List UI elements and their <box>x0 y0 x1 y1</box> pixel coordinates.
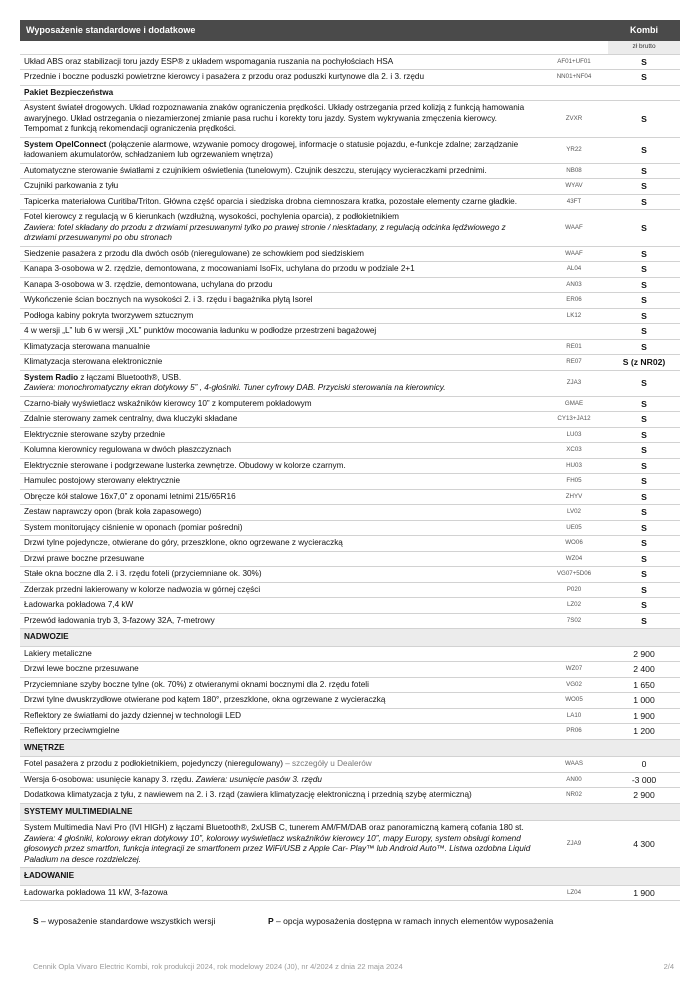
item-name: System Radio <box>24 372 79 382</box>
item-text: Kolumna kierownicy regulowana w dwóch płaszczyznach <box>24 445 232 454</box>
option-code: 43FT <box>540 194 608 210</box>
price-value: 2 900 <box>608 646 680 662</box>
table-row <box>20 693 680 709</box>
table-row <box>20 613 680 629</box>
item-description <box>20 693 540 709</box>
item-text: 4 w wersji „L” lub 6 w wersji „XL” punktów mocowania ładunku w podłodze przestrzeni bagażowej <box>24 326 377 335</box>
option-code: LV02 <box>540 505 608 521</box>
item-text: Czujniki parkowania z tyłu <box>24 181 119 190</box>
option-code: AL04 <box>540 262 608 278</box>
table-row <box>20 772 680 788</box>
item-text: Ładowarka pokładowa 11 kW, 3-fazowa <box>24 887 168 897</box>
item-description <box>20 677 540 693</box>
table-row <box>20 396 680 412</box>
footer-text: Cennik Opla Vivaro Electric Kombi, rok produkcji 2024, rok modelowy 2024 (J0), nr 4/2024 z dnia 22 maja 2024 <box>33 962 403 971</box>
item-text: Wykończenie ścian bocznych na wysokości 2. i 3. rzędu i bagażnika płytą Isorel <box>24 295 313 304</box>
availability-value: S <box>608 163 680 179</box>
option-code: WO06 <box>540 536 608 552</box>
item-description <box>20 788 540 804</box>
availability-value: S <box>608 427 680 443</box>
table-row <box>20 137 680 163</box>
option-code: AF01+UF01 <box>540 54 608 70</box>
item-text: Układ ABS oraz stabilizacji toru jazdy ESP® z układem wspomagania ruszania na pochyłościach HSA <box>24 56 394 66</box>
price-value: 2 900 <box>608 788 680 804</box>
table-header <box>20 20 680 41</box>
item-description <box>20 101 540 138</box>
item-description <box>20 396 540 412</box>
option-code: ZJA9 <box>540 821 608 868</box>
item-text: Klimatyzacja sterowana elektronicznie <box>24 357 163 366</box>
availability-value: S <box>608 370 680 396</box>
table-row <box>20 520 680 536</box>
option-code: WZ07 <box>540 662 608 678</box>
availability-value: S <box>608 194 680 210</box>
option-code: AN00 <box>540 772 608 788</box>
table-row <box>20 677 680 693</box>
item-name: System OpelConnect <box>24 139 107 149</box>
item-description <box>20 355 540 371</box>
availability-value: S <box>608 567 680 583</box>
item-description <box>20 458 540 474</box>
availability-value: S <box>608 293 680 309</box>
item-text: Przewód ładowania tryb 3, 3-fazowy 32A, 7-metrowy <box>24 615 215 625</box>
table-row <box>20 277 680 293</box>
group-header <box>20 85 680 101</box>
item-description <box>20 54 540 70</box>
section-title: NADWOZIE <box>20 629 680 647</box>
item-text: Tapicerka materiałowa Curitiba/Triton. Główna część oparcia i siedziska drobna ciemnoszara kratka, pozostałe elementy czarne gładkie. <box>24 196 517 206</box>
availability-value: S <box>608 277 680 293</box>
price-value: 4 300 <box>608 821 680 868</box>
availability-value: S <box>608 324 680 340</box>
item-description <box>20 567 540 583</box>
item-text: Klimatyzacja sterowana manualnie <box>24 341 151 351</box>
table-row <box>20 724 680 740</box>
availability-value: S <box>608 70 680 86</box>
table-row <box>20 505 680 521</box>
item-description <box>20 137 540 163</box>
table-row <box>20 662 680 678</box>
item-text: Reflektory przeciwmgielne <box>24 726 120 735</box>
availability-value: S <box>608 262 680 278</box>
table-title: Wyposażenie standardowe i dodatkowe <box>20 20 608 41</box>
table-row <box>20 646 680 662</box>
item-description <box>20 339 540 355</box>
price-value: 0 <box>608 757 680 773</box>
table-row <box>20 536 680 552</box>
table-row <box>20 246 680 262</box>
item-description <box>20 163 540 179</box>
item-text: Dodatkowa klimatyzacja z tyłu, z nawiewem na 2. i 3. rząd (zawiera klimatyzację elektroniczną i przednią szybę atermiczną) <box>24 790 472 799</box>
item-text: System Multimedia Navi Pro (IVI HIGH) z łączami Bluetooth®, 2xUSB C, tunerem AM/FM/DAB oraz panoramiczną kamerą cofania 180 st. <box>24 823 524 832</box>
table-row <box>20 551 680 567</box>
option-code: NB08 <box>540 163 608 179</box>
option-code: LA10 <box>540 708 608 724</box>
option-code: LZ04 <box>540 885 608 901</box>
option-code: UE05 <box>540 520 608 536</box>
availability-value: S <box>608 520 680 536</box>
section-title: SYSTEMY MULTIMEDIALNE <box>20 803 680 821</box>
item-text: Obręcze kół stalowe 16x7,0” z oponami letnimi 215/65R16 <box>24 491 236 501</box>
section-header <box>20 868 680 886</box>
option-code: NN01+NF04 <box>540 70 608 86</box>
item-text: Asystent świateł drogowych. Układ rozpoznawania znaków ograniczenia prędkości. Układy ostrzegania przed kolizją z funkcją hamowania awaryjnego. Układ ostrzegania o niezamierzonej zmianie pasa ruchu i korekty toru jazdy. System wykrywania zmęczenia kierowcy. Tempomat z funkcją rekomendacji ograniczenia prędkości. <box>24 103 525 133</box>
option-code: RE01 <box>540 339 608 355</box>
option-code: HU03 <box>540 458 608 474</box>
availability-value: S <box>608 137 680 163</box>
option-code: WAAS <box>540 757 608 773</box>
table-row <box>20 598 680 614</box>
table-row <box>20 757 680 773</box>
item-text: Wersja 6-osobowa: usunięcie kanapy 3. rzędu. <box>24 774 194 784</box>
item-text: System monitorujący ciśnienie w oponach (pomiar pośredni) <box>24 522 243 532</box>
item-text: Czarno-biały wyświetlacz wskaźników kierowcy 10” z komputerem pokładowym <box>24 398 312 408</box>
item-description <box>20 598 540 614</box>
item-text: Elektrycznie sterowane i podgrzewane lusterka zewnętrze. Obudowy w kolorze czarnym. <box>24 460 346 470</box>
item-description <box>20 821 540 868</box>
item-description <box>20 70 540 86</box>
table-row <box>20 582 680 598</box>
table-row <box>20 567 680 583</box>
item-text: Przyciemniane szyby boczne tylne (ok. 70%) z otwieranymi oknami bocznymi dla 2. rzędu foteli <box>24 679 369 689</box>
item-description <box>20 370 540 396</box>
table-row <box>20 489 680 505</box>
table-row <box>20 163 680 179</box>
item-description <box>20 210 540 247</box>
item-description <box>20 443 540 459</box>
availability-value: S <box>608 210 680 247</box>
item-description <box>20 536 540 552</box>
unit-label: zł brutto <box>608 41 680 54</box>
price-value: 1 900 <box>608 708 680 724</box>
item-contents: Zawiera: 4 głośniki, kolorowy ekran dotykowy 10”, kolorowy wyświetlacz wskaźników kierowcy 10”, mapy Europy, system obsługi komend głosowych przez smartfon, funkcja integracji ze smartfonem przez WiFi/USB z Apple Car- Play™ lub Android Auto™. Listwa ozdobna Liquid Paladium na desce rozdzielczej. <box>24 833 531 864</box>
item-text: Kanapa 3-osobowa w 2. rzędzie, demontowana, z mocowaniami IsoFix, uchylana do przodu w podziale 2+1 <box>24 264 415 273</box>
availability-value: S <box>608 551 680 567</box>
availability-value: S <box>608 246 680 262</box>
item-text: Zdalnie sterowany zamek centralny, dwa kluczyki składane <box>24 414 238 423</box>
item-text: Zestaw naprawczy opon (brak koła zapasowego) <box>24 507 202 516</box>
table-row <box>20 194 680 210</box>
item-text: Drzwi prawe boczne przesuwane <box>24 553 145 563</box>
table-row <box>20 474 680 490</box>
availability-value: S <box>608 101 680 138</box>
item-description <box>20 246 540 262</box>
item-description <box>20 194 540 210</box>
table-row <box>20 708 680 724</box>
table-row <box>20 788 680 804</box>
item-description <box>20 757 540 773</box>
option-code: PR06 <box>540 724 608 740</box>
section-header <box>20 803 680 821</box>
option-code: LU03 <box>540 427 608 443</box>
group-title: Pakiet Bezpieczeństwa <box>20 85 680 101</box>
option-code: FH05 <box>540 474 608 490</box>
item-description <box>20 505 540 521</box>
table-row <box>20 101 680 138</box>
option-code: 7S02 <box>540 613 608 629</box>
item-text: Fotel pasażera z przodu z podłokietnikiem, pojedynczy (nieregulowany) <box>24 759 283 768</box>
table-row <box>20 262 680 278</box>
availability-value: S (z NR02) <box>608 355 680 371</box>
option-code: YR22 <box>540 137 608 163</box>
legend-s: S – wyposażenie standardowe wszystkich wersji <box>33 916 216 926</box>
item-text: Drzwi tylne pojedyncze, otwierane do góry, przeszklone, okno ogrzewane z wycieraczką <box>24 538 343 547</box>
option-code: WAAF <box>540 210 608 247</box>
item-description <box>20 520 540 536</box>
availability-value: S <box>608 54 680 70</box>
item-text: Automatyczne sterowanie światłami z czujnikiem oświetlenia (tunelowym). Czujnik deszczu, sterujący wycieraczkami przednimi. <box>24 165 487 175</box>
price-value: 1 650 <box>608 677 680 693</box>
section-title: ŁADOWANIE <box>20 868 680 886</box>
option-code: GMAE <box>540 396 608 412</box>
item-description <box>20 262 540 278</box>
option-code: ZVXR <box>540 101 608 138</box>
option-code: WYAV <box>540 179 608 195</box>
option-code <box>540 324 608 340</box>
price-value: 1 200 <box>608 724 680 740</box>
item-text: Hamulec postojowy sterowany elektrycznie <box>24 476 181 485</box>
availability-value: S <box>608 412 680 428</box>
item-contents: Zawiera: monochromatyczny ekran dotykowy 5” , 4-głośniki. Tuner cyfrowy DAB. Przyciski sterowania na kierownicy. <box>24 383 446 392</box>
item-text: Drzwi tylne dwuskrzydłowe otwierane pod kątem 180°, przeszklone, okna ogrzewane z wycieraczką <box>24 695 386 704</box>
item-description <box>20 308 540 324</box>
page-number: 2/4 <box>663 962 674 971</box>
option-code: NR02 <box>540 788 608 804</box>
item-text: Zderzak przedni lakierowany w kolorze nadwozia w górnej części <box>24 584 261 594</box>
price-sheet <box>20 20 680 901</box>
option-code: P020 <box>540 582 608 598</box>
item-description <box>20 489 540 505</box>
table-row <box>20 821 680 868</box>
table-row <box>20 885 680 901</box>
availability-value: S <box>608 396 680 412</box>
unit-row <box>20 41 680 54</box>
option-code: ZHYV <box>540 489 608 505</box>
item-description <box>20 277 540 293</box>
table-row <box>20 355 680 371</box>
availability-value: S <box>608 179 680 195</box>
item-description <box>20 551 540 567</box>
item-description <box>20 772 540 788</box>
availability-value: S <box>608 474 680 490</box>
table-row <box>20 412 680 428</box>
item-description <box>20 324 540 340</box>
equipment-table <box>20 20 680 901</box>
item-text: Stałe okna boczne dla 2. i 3. rzędu foteli (przyciemniane ok. 30%) <box>24 569 262 578</box>
item-text: Elektrycznie sterowane szyby przednie <box>24 429 166 439</box>
option-code: WAAF <box>540 246 608 262</box>
price-value: 1 000 <box>608 693 680 709</box>
price-value: 1 900 <box>608 885 680 901</box>
table-row <box>20 54 680 70</box>
availability-value: S <box>608 458 680 474</box>
table-row <box>20 210 680 247</box>
item-text: Siedzenie pasażera z przodu dla dwóch osób (nieregulowane) ze schowkiem pod siedziskiem <box>24 248 364 258</box>
item-description <box>20 662 540 678</box>
item-description <box>20 885 540 901</box>
item-text: z łączami Bluetooth®, USB. <box>78 372 182 382</box>
legend <box>33 916 554 926</box>
item-description <box>20 724 540 740</box>
option-code: XC03 <box>540 443 608 459</box>
option-code: VG07+5D06 <box>540 567 608 583</box>
availability-value: S <box>608 598 680 614</box>
availability-value: S <box>608 536 680 552</box>
option-code: WO05 <box>540 693 608 709</box>
item-text: Kanapa 3-osobowa w 3. rzędzie, demontowana, uchylana do przodu <box>24 279 273 289</box>
availability-value: S <box>608 308 680 324</box>
item-text: Fotel kierowcy z regulacją w 6 kierunkach (wzdłużną, wysokości, pochylenia oparcia), z podłokietnikiem <box>24 212 399 221</box>
table-row <box>20 308 680 324</box>
item-text: Podłoga kabiny pokryta tworzywem sztucznym <box>24 310 194 320</box>
item-text: Lakiery metaliczne <box>24 648 92 658</box>
table-row <box>20 427 680 443</box>
table-row <box>20 293 680 309</box>
table-row <box>20 324 680 340</box>
item-contents: Zawiera: fotel składany do przodu z drzwiami przesuwanymi tylko po prawej stronie / niesktadany, z regulacją odcinka lędźwiowego z drzwiami przesuwanymi po obu stronach <box>24 222 506 242</box>
availability-value: S <box>608 613 680 629</box>
item-description <box>20 613 540 629</box>
option-code <box>540 646 608 662</box>
table-row <box>20 70 680 86</box>
item-description <box>20 179 540 195</box>
option-code: CY13+JA12 <box>540 412 608 428</box>
item-description <box>20 708 540 724</box>
availability-value: S <box>608 582 680 598</box>
item-description <box>20 293 540 309</box>
item-note: – szczegóły u Dealerów <box>282 759 372 768</box>
item-text: Przednie i boczne poduszki powietrzne kierowcy i pasażera z przodu oraz poduszki kurtynowe dla 2. i 3. rzędu <box>24 72 425 81</box>
price-value: 2 400 <box>608 662 680 678</box>
item-description <box>20 474 540 490</box>
option-code: ZJA3 <box>540 370 608 396</box>
item-description <box>20 427 540 443</box>
option-code: RE07 <box>540 355 608 371</box>
table-row <box>20 443 680 459</box>
item-text: Reflektory ze światłami do jazdy dziennej w technologii LED <box>24 710 242 720</box>
availability-value: S <box>608 339 680 355</box>
item-description <box>20 646 540 662</box>
table-row <box>20 179 680 195</box>
option-code: ER06 <box>540 293 608 309</box>
section-header <box>20 739 680 757</box>
table-row <box>20 458 680 474</box>
section-title: WNĘTRZE <box>20 739 680 757</box>
section-header <box>20 629 680 647</box>
option-code: WZ04 <box>540 551 608 567</box>
availability-value: S <box>608 505 680 521</box>
availability-value: S <box>608 489 680 505</box>
option-code: VG02 <box>540 677 608 693</box>
item-contents: Zawiera: usunięcie pasów 3. rzędu <box>193 774 322 784</box>
item-description <box>20 412 540 428</box>
item-text: (połączenie alarmowe, wzywanie pomocy drogowej, informacje o statusie pojazdu, e-funkcje zdalne; zarządzanie ładowaniem akumulatorów, schładzaniem lub ogrzewaniem wnętrza) <box>24 139 519 159</box>
column-kombi: Kombi <box>608 20 680 41</box>
item-description <box>20 582 540 598</box>
price-value: -3 000 <box>608 772 680 788</box>
option-code: LK12 <box>540 308 608 324</box>
option-code: LZ02 <box>540 598 608 614</box>
table-row <box>20 370 680 396</box>
item-text: Drzwi lewe boczne przesuwane <box>24 664 139 673</box>
item-text: Ładowarka pokładowa 7,4 kW <box>24 600 134 609</box>
availability-value: S <box>608 443 680 459</box>
legend-p: P – opcja wyposażenia dostępna w ramach innych elementów wyposażenia <box>268 916 554 926</box>
option-code: AN03 <box>540 277 608 293</box>
table-row <box>20 339 680 355</box>
